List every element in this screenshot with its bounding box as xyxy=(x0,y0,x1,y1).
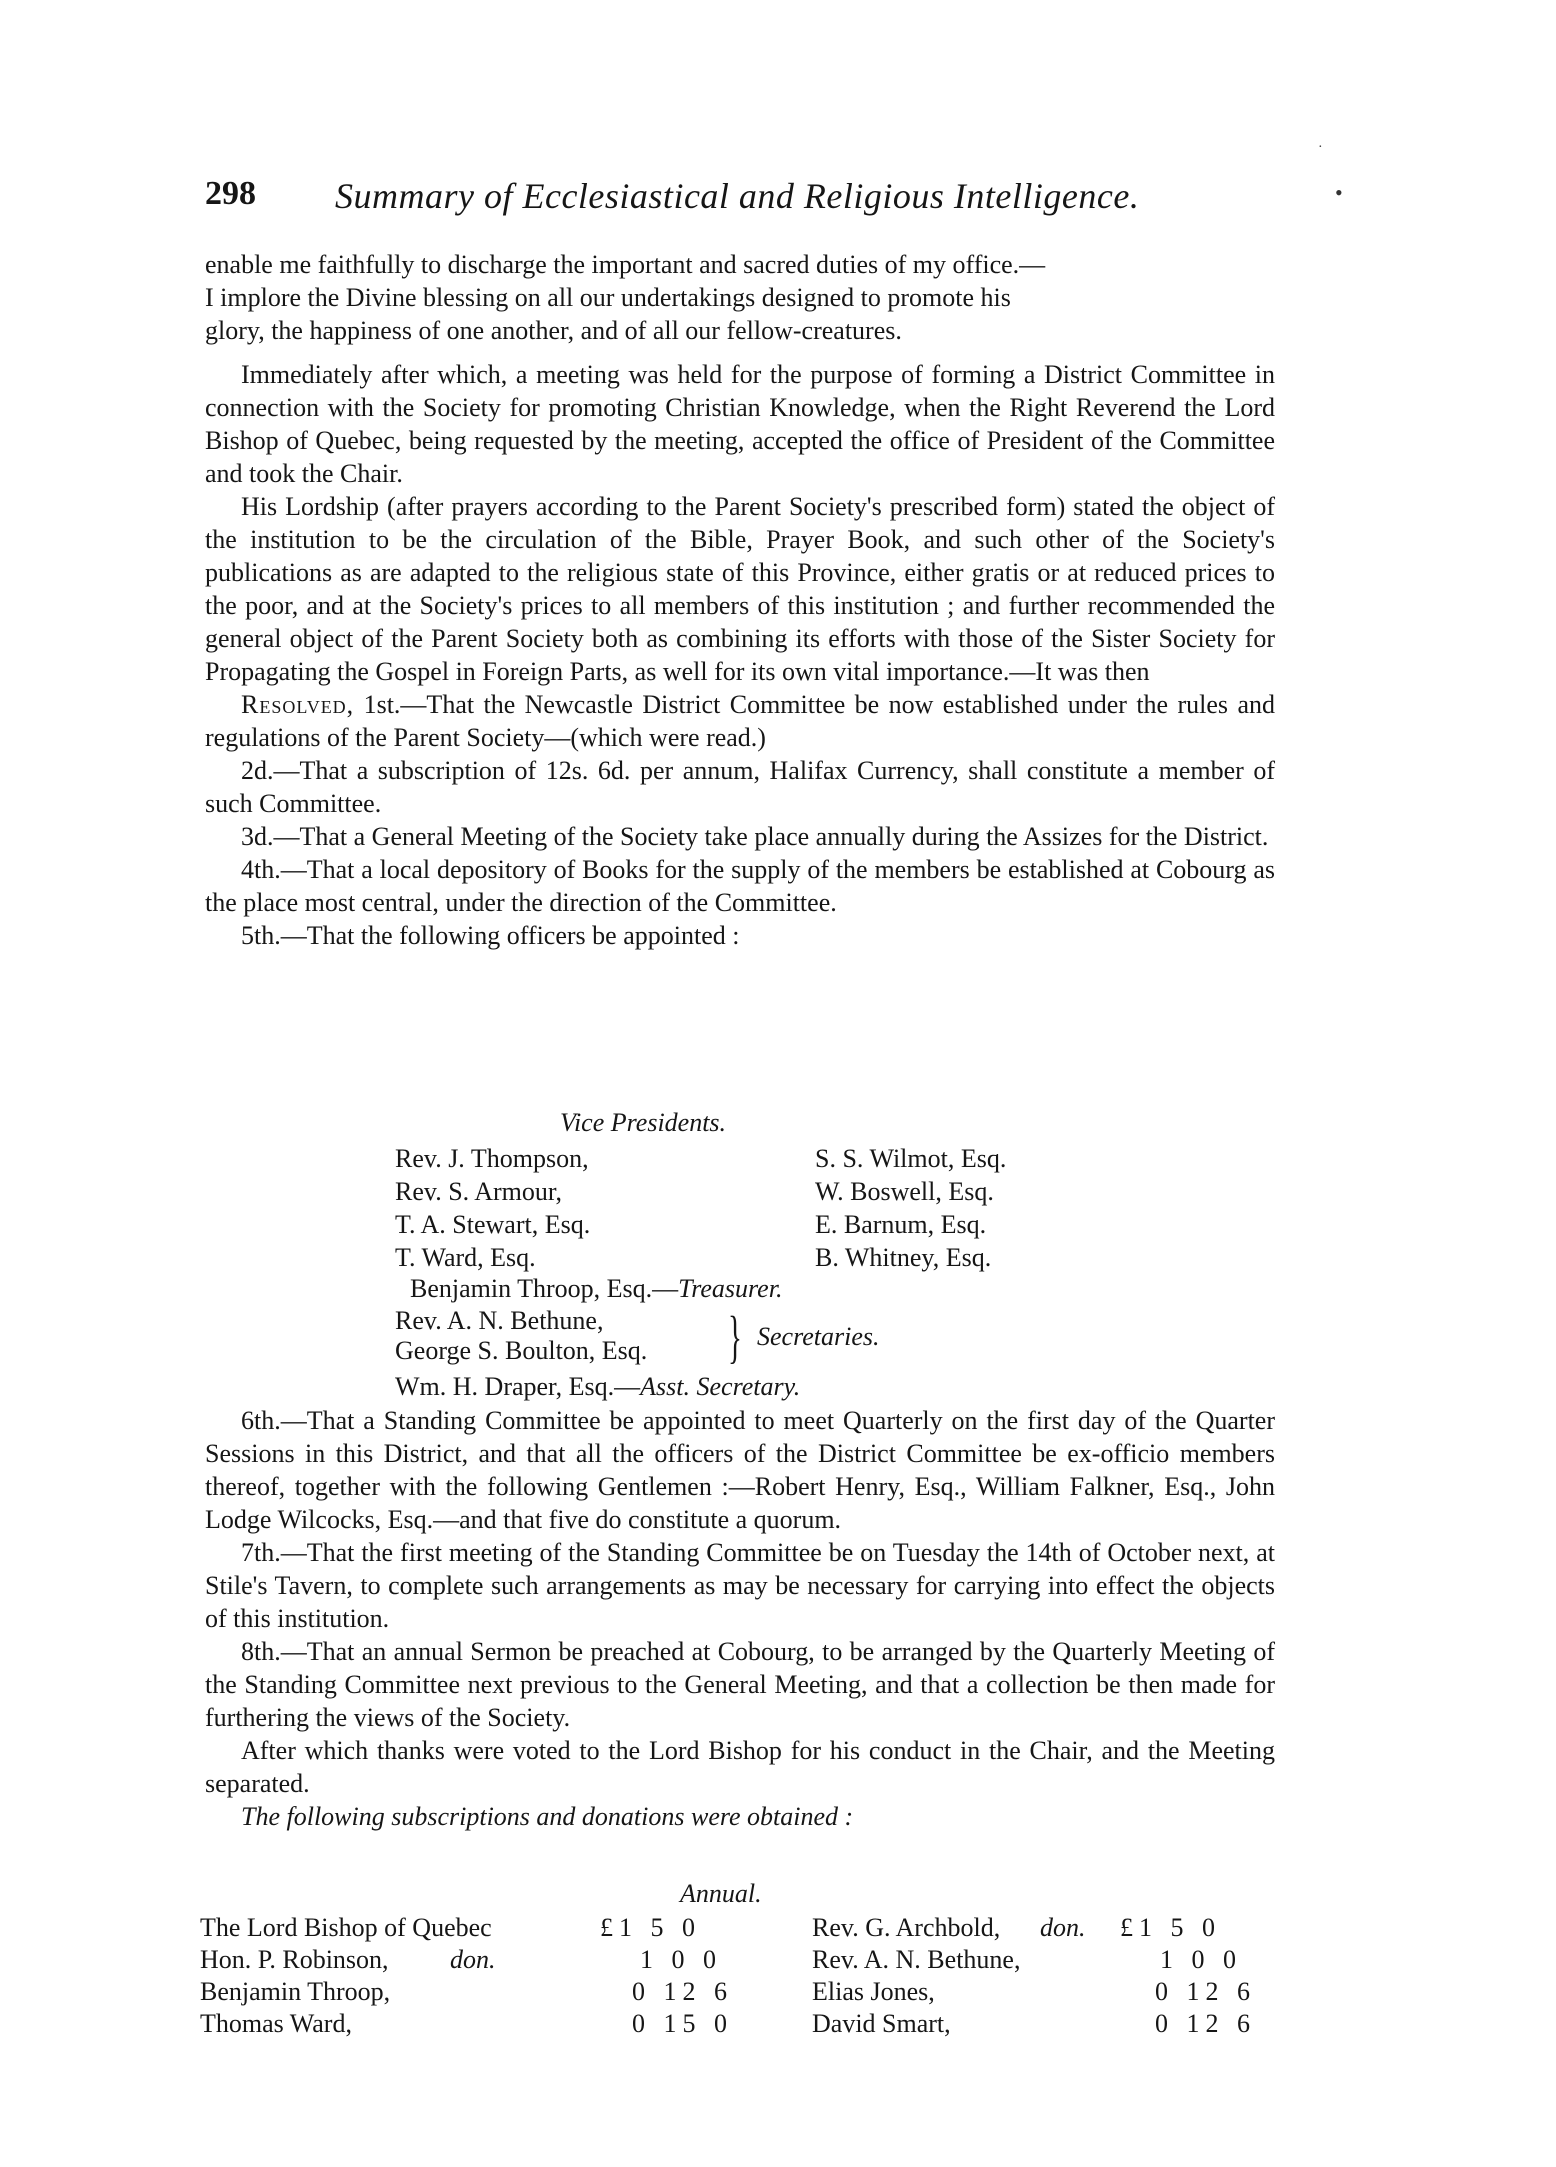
running-title: Summary of Ecclesiastical and Religious Intelligence. xyxy=(335,176,1140,216)
subscriber-name: Benjamin Throop, xyxy=(200,1977,391,2006)
treasurer-name: Benjamin Throop, Esq.— xyxy=(410,1274,679,1303)
officer-row xyxy=(395,1142,1095,1175)
officer-row xyxy=(395,1175,1095,1208)
subscription-amount: £1 5 0 xyxy=(1120,1913,1221,1942)
resolution-2: 2d.—That a subscription of 12s. 6d. per annum, Halifax Currency, shall constitute a member of such Committee. xyxy=(205,756,1275,818)
officer-name: Rev. J. Thompson, xyxy=(395,1144,589,1173)
resolution-6: 6th.—That a Standing Committee be appointed to meet Quarterly on the first day of the Quarter Sessions in this District, and that all the officers of the District Committee be ex-officio members thereof, together with the following Gentlemen :—Robert Henry, Esq., William Falkner, Esq., John Lodge Wilcocks, Esq.—and that five do constitute a quorum. xyxy=(205,1406,1275,1534)
resolved-label: Resolved, xyxy=(241,690,355,719)
resolution-8: 8th.—That an annual Sermon be preached at Cobourg, to be arranged by the Quarterly Meeting of the Standing Committee next previous to the General Meeting, and that a collection be then made for furthering the views of the Society. xyxy=(205,1637,1275,1732)
secretaries-title: Secretaries. xyxy=(757,1322,880,1351)
paragraph-lordship: His Lordship (after prayers according to the Parent Society's prescribed form) stated the object of the institution to be the circulation of the Bible, Prayer Book, and such other of the Society's publications as are adapted to the religious state of this Province, either gratis or at reduced prices to the poor, and at the Society's prices to all members of this institution ; and further recommended the general object of the Parent Society both as combining its efforts with those of the Sister Society for Propagating the Gospel in Foreign Parts, as well for its own vital importance.—It was then xyxy=(205,492,1275,686)
subscription-amount: 0 15 0 xyxy=(632,2009,733,2038)
subscription-amount: £1 5 0 xyxy=(600,1913,701,1942)
resolution-3: 3d.—That a General Meeting of the Society take place annually during the Assizes for the District. xyxy=(241,822,1269,851)
table-row xyxy=(200,1944,1280,1976)
subscriber-name: The Lord Bishop of Quebec xyxy=(200,1913,492,1942)
further-resolutions xyxy=(205,1404,1275,1833)
treasurer-title: Treasurer. xyxy=(678,1274,783,1303)
print-mark: • xyxy=(1335,180,1343,205)
table-row xyxy=(200,1976,1280,2008)
paragraph-meeting: Immediately after which, a meeting was held for the purpose of forming a District Committee in connection with the Society for promoting Christian Knowledge, when the Right Reverend the Lord Bishop of Quebec, being requested by the meeting, accepted the office of President of the Committee and took the Chair. xyxy=(205,360,1275,488)
vice-presidents-list xyxy=(395,1142,1095,1282)
main-paragraphs xyxy=(205,358,1275,952)
subscription-amount: 1 0 0 xyxy=(640,1945,722,1974)
subscriber-name: Elias Jones, xyxy=(812,1977,935,2006)
donation-note: don. xyxy=(450,1945,496,1974)
subscriber-name: Rev. G. Archbold, xyxy=(812,1913,1001,1942)
treasurer-line xyxy=(410,1272,1110,1305)
officer-name: S. S. Wilmot, Esq. xyxy=(815,1144,1007,1173)
thanks-paragraph: After which thanks were voted to the Lord Bishop for his conduct in the Chair, and the Meeting separated. xyxy=(205,1736,1275,1798)
resolution-4: 4th.—That a local depository of Books for the supply of the members be established at Cobourg as the place most central, under the direction of the Committee. xyxy=(205,855,1275,917)
secretary-name: Rev. A. N. Bethune, xyxy=(395,1306,604,1335)
vice-presidents-heading: Vice Presidents. xyxy=(560,1108,727,1137)
opening-line: I implore the Divine blessing on all our undertakings designed to promote his xyxy=(205,283,1011,312)
subscriber-name: Hon. P. Robinson, xyxy=(200,1945,389,1974)
subscriptions-heading: Annual. xyxy=(680,1879,762,1908)
officer-name: Rev. S. Armour, xyxy=(395,1177,562,1206)
table-row xyxy=(200,1912,1280,1944)
print-mark: · xyxy=(1318,140,1323,155)
officer-row xyxy=(395,1208,1095,1241)
subscription-amount: 0 12 6 xyxy=(632,1977,733,2006)
subscription-amount: 0 12 6 xyxy=(1155,2009,1256,2038)
assistant-secretary-line xyxy=(395,1370,1095,1403)
subscriptions-intro: The following subscriptions and donations were obtained : xyxy=(241,1802,854,1831)
resolution-7: 7th.—That the first meeting of the Standing Committee be on Tuesday the 14th of October next, at Stile's Tavern, to complete such arrangements as may be necessary for carrying into effect the objects of this institution. xyxy=(205,1538,1275,1633)
resolution-1 xyxy=(205,688,1275,754)
brace-icon: } xyxy=(728,1304,742,1369)
subscriber-name: Rev. A. N. Bethune, xyxy=(812,1945,1021,1974)
subscriber-name: David Smart, xyxy=(812,2009,951,2038)
table-row xyxy=(200,2008,1280,2040)
page-header xyxy=(205,175,1265,225)
page-number: 298 xyxy=(205,175,256,212)
officer-name: W. Boswell, Esq. xyxy=(815,1177,994,1206)
subscription-amount: 1 0 0 xyxy=(1160,1945,1242,1974)
resolution-5: 5th.—That the following officers be appointed : xyxy=(241,921,740,950)
secretary-name: George S. Boulton, Esq. xyxy=(395,1336,648,1365)
donation-note: don. xyxy=(1040,1913,1086,1942)
assistant-secretary-name: Wm. H. Draper, Esq.— xyxy=(395,1372,641,1401)
opening-text xyxy=(205,248,1275,347)
assistant-secretary-title: Asst. Secretary. xyxy=(640,1372,801,1401)
officer-name: T. A. Stewart, Esq. xyxy=(395,1210,591,1239)
officer-name: T. Ward, Esq. xyxy=(395,1243,536,1272)
officer-name: B. Whitney, Esq. xyxy=(815,1243,992,1272)
secretaries-block xyxy=(395,1306,995,1370)
opening-line: glory, the happiness of one another, and of all our fellow-creatures. xyxy=(205,316,902,345)
subscriptions-table xyxy=(200,1912,1280,2047)
resolution-1-text: 1st.—That the Newcastle District Committee be now established under the rules and regulations of the Parent Society—(which were read.) xyxy=(205,690,1275,752)
officer-name: E. Barnum, Esq. xyxy=(815,1210,987,1239)
subscriber-name: Thomas Ward, xyxy=(200,2009,352,2038)
officer-row xyxy=(395,1241,1095,1274)
opening-line: enable me faithfully to discharge the important and sacred duties of my office.— xyxy=(205,250,1046,279)
subscription-amount: 0 12 6 xyxy=(1155,1977,1256,2006)
